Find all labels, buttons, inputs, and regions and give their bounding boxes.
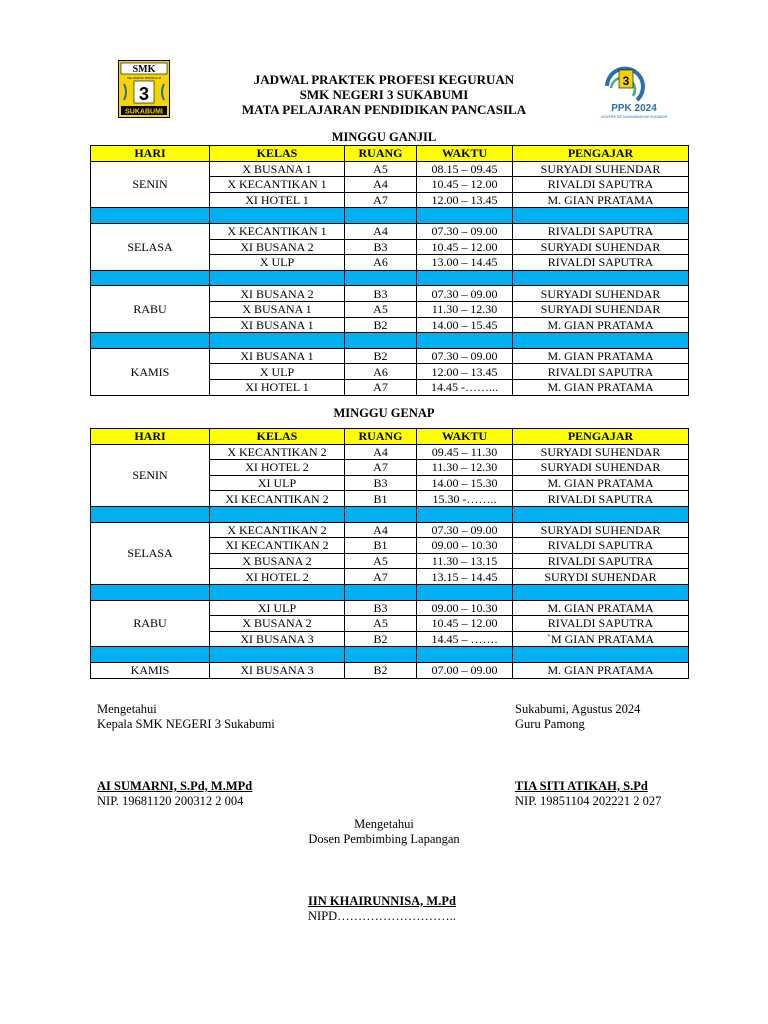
kelas-cell: X ULP xyxy=(210,364,345,380)
pengajar-cell: M. GIAN PRATAMA xyxy=(513,317,689,333)
right-sign-name: TIA SITI ATIKAH, S.Pd xyxy=(515,779,648,793)
separator-row xyxy=(91,208,689,224)
center-signature-block xyxy=(0,817,768,847)
left-signature-name-block xyxy=(97,779,252,809)
waktu-cell: 12.00 – 13.45 xyxy=(417,192,513,208)
center-sign-line2: Dosen Pembimbing Lapangan xyxy=(308,832,460,846)
separator-cell xyxy=(91,208,210,224)
logo-smk-text: SMK xyxy=(132,64,156,75)
separator-cell xyxy=(210,333,345,349)
pengajar-cell: M. GIAN PRATAMA xyxy=(513,662,689,678)
kelas-cell: XI BUSANA 2 xyxy=(210,239,345,255)
separator-cell xyxy=(210,506,345,522)
separator-cell xyxy=(210,647,345,663)
separator-cell xyxy=(417,208,513,224)
column-header: HARI xyxy=(91,146,210,162)
kelas-cell: X KECANTIKAN 2 xyxy=(210,444,345,460)
ruang-cell: A6 xyxy=(345,364,417,380)
kelas-cell: XI BUSANA 3 xyxy=(210,631,345,647)
separator-cell xyxy=(210,208,345,224)
separator-cell xyxy=(210,584,345,600)
waktu-cell: 09.45 – 11.30 xyxy=(417,444,513,460)
separator-cell xyxy=(345,333,417,349)
day-cell: RABU xyxy=(91,600,210,647)
ganjil-title: MINGGU GANJIL xyxy=(331,130,437,144)
ruang-cell: A4 xyxy=(345,444,417,460)
ruang-cell: A4 xyxy=(345,223,417,239)
kelas-cell: XI HOTEL 2 xyxy=(210,460,345,476)
title-line-3: MATA PELAJARAN PENDIDIKAN PANCASILA xyxy=(241,102,527,117)
separator-cell xyxy=(210,270,345,286)
waktu-cell: 12.00 – 13.45 xyxy=(417,364,513,380)
kelas-cell: X KECANTIKAN 1 xyxy=(210,177,345,193)
separator-cell xyxy=(513,333,689,349)
center-sign-line1: Mengetahui xyxy=(354,817,414,831)
ruang-cell: A4 xyxy=(345,522,417,538)
pengajar-cell: RIVALDI SAPUTRA xyxy=(513,553,689,569)
separator-row xyxy=(91,333,689,349)
waktu-cell: 11.30 – 12.30 xyxy=(417,301,513,317)
column-header: RUANG xyxy=(345,429,417,445)
waktu-cell: 09.00 – 10.30 xyxy=(417,600,513,616)
separator-cell xyxy=(91,270,210,286)
separator-cell xyxy=(345,647,417,663)
genap-schedule-table xyxy=(90,428,689,679)
kelas-cell: X BUSANA 1 xyxy=(210,161,345,177)
genap-title: MINGGU GENAP xyxy=(333,406,435,420)
ruang-cell: B1 xyxy=(345,491,417,507)
ruang-cell: A6 xyxy=(345,255,417,271)
waktu-cell: 13.00 – 14.45 xyxy=(417,255,513,271)
waktu-cell: 14.00 – 15.30 xyxy=(417,475,513,491)
pengajar-cell: SURYADI SUHENDAR xyxy=(513,161,689,177)
pengajar-cell: RIVALDI SAPUTRA xyxy=(513,364,689,380)
pengajar-cell: SURYADI SUHENDAR xyxy=(513,301,689,317)
column-header: WAKTU xyxy=(417,429,513,445)
day-cell: KAMIS xyxy=(91,662,210,678)
day-cell: SENIN xyxy=(91,444,210,506)
kelas-cell: X BUSANA 2 xyxy=(210,616,345,632)
separator-cell xyxy=(513,584,689,600)
table-row xyxy=(91,286,689,302)
pengajar-cell: M. GIAN PRATAMA xyxy=(513,348,689,364)
column-header: PENGAJAR xyxy=(513,146,689,162)
ruang-cell: B3 xyxy=(345,239,417,255)
ruang-cell: B2 xyxy=(345,662,417,678)
kelas-cell: XI ULP xyxy=(210,475,345,491)
right-signature-name-block xyxy=(515,779,661,809)
table-row xyxy=(91,522,689,538)
waktu-cell: 10.45 – 12.00 xyxy=(417,616,513,632)
column-header: KELAS xyxy=(210,146,345,162)
separator-cell xyxy=(345,506,417,522)
title-line-2: SMK NEGERI 3 SUKABUMI xyxy=(299,87,469,102)
waktu-cell: 07.00 – 09.00 xyxy=(417,662,513,678)
waktu-cell: 13.15 – 14.45 xyxy=(417,569,513,585)
waktu-cell: 07.30 – 09.00 xyxy=(417,286,513,302)
left-sign-line2: Kepala SMK NEGERI 3 Sukabumi xyxy=(97,717,275,731)
ruang-cell: A7 xyxy=(345,460,417,476)
ruang-cell: B3 xyxy=(345,286,417,302)
pengajar-cell: SURYADI SUHENDAR xyxy=(513,239,689,255)
waktu-cell: 10.45 – 12.00 xyxy=(417,177,513,193)
left-sign-name: AI SUMARNI, S.Pd, M.MPd xyxy=(97,779,253,793)
separator-row xyxy=(91,506,689,522)
day-cell: SENIN xyxy=(91,161,210,208)
waktu-cell: 14.45 -……... xyxy=(417,379,513,395)
separator-row xyxy=(91,584,689,600)
day-cell: KAMIS xyxy=(91,348,210,395)
kelas-cell: XI HOTEL 1 xyxy=(210,379,345,395)
day-cell: SELASA xyxy=(91,522,210,584)
separator-cell xyxy=(91,506,210,522)
kelas-cell: X KECANTIKAN 1 xyxy=(210,223,345,239)
ruang-cell: A5 xyxy=(345,161,417,177)
pengajar-cell: RIVALDI SAPUTRA xyxy=(513,177,689,193)
waktu-cell: 10.45 – 12.00 xyxy=(417,239,513,255)
kelas-cell: X BUSANA 1 xyxy=(210,301,345,317)
waktu-cell: 09.00 – 10.30 xyxy=(417,538,513,554)
column-header: WAKTU xyxy=(417,146,513,162)
ruang-cell: A7 xyxy=(345,192,417,208)
pengajar-cell: `M GIAN PRATAMA xyxy=(513,631,689,647)
day-cell: SELASA xyxy=(91,223,210,270)
ruang-cell: A5 xyxy=(345,616,417,632)
separator-cell xyxy=(91,333,210,349)
ruang-cell: B2 xyxy=(345,631,417,647)
logo-sukabumi-text: SUKABUMI xyxy=(125,108,163,116)
separator-cell xyxy=(417,506,513,522)
table-row xyxy=(91,161,689,177)
ruang-cell: B3 xyxy=(345,475,417,491)
waktu-cell: 14.45 – ……. xyxy=(417,631,513,647)
center-signature-name-block xyxy=(308,894,456,924)
separator-cell xyxy=(417,333,513,349)
ruang-cell: B3 xyxy=(345,600,417,616)
kelas-cell: X ULP xyxy=(210,255,345,271)
separator-cell xyxy=(91,584,210,600)
pengajar-cell: RIVALDI SAPUTRA xyxy=(513,538,689,554)
table-header-row xyxy=(91,429,689,445)
separator-cell xyxy=(417,584,513,600)
waktu-cell: 08.15 – 09.45 xyxy=(417,161,513,177)
table-header-row xyxy=(91,146,689,162)
separator-row xyxy=(91,647,689,663)
left-sign-line1: Mengetahui xyxy=(97,702,157,716)
ruang-cell: A7 xyxy=(345,569,417,585)
separator-cell xyxy=(345,584,417,600)
center-sign-nip: NIPD……………………….. xyxy=(308,909,456,923)
kelas-cell: XI BUSANA 1 xyxy=(210,348,345,364)
kelas-cell: XI BUSANA 3 xyxy=(210,662,345,678)
separator-cell xyxy=(345,270,417,286)
title-line-1: JADWAL PRAKTEK PROFESI KEGURUAN xyxy=(253,72,515,87)
waktu-cell: 07.30 – 09.00 xyxy=(417,348,513,364)
waktu-cell: 14.00 – 15.45 xyxy=(417,317,513,333)
pengajar-cell: RIVALDI SAPUTRA xyxy=(513,255,689,271)
separator-cell xyxy=(91,647,210,663)
ganjil-schedule-table xyxy=(90,145,689,396)
separator-cell xyxy=(513,208,689,224)
ruang-cell: A5 xyxy=(345,301,417,317)
waktu-cell: 07.30 – 09.00 xyxy=(417,522,513,538)
left-signature-block xyxy=(97,702,275,732)
pengajar-cell: M. GIAN PRATAMA xyxy=(513,379,689,395)
pengajar-cell: RIVALDI SAPUTRA xyxy=(513,491,689,507)
table-row xyxy=(91,348,689,364)
kelas-cell: XI ULP xyxy=(210,600,345,616)
table-row xyxy=(91,600,689,616)
svg-text:3: 3 xyxy=(622,74,630,88)
logo-small-text: KELOMPOK BISNIS & M xyxy=(127,76,161,80)
table-row xyxy=(91,223,689,239)
pengajar-cell: RIVALDI SAPUTRA xyxy=(513,616,689,632)
pengajar-cell: SURYADI SUHENDAR xyxy=(513,286,689,302)
separator-row xyxy=(91,270,689,286)
kelas-cell: XI KECANTIKAN 2 xyxy=(210,538,345,554)
column-header: KELAS xyxy=(210,429,345,445)
separator-cell xyxy=(417,270,513,286)
center-sign-name: IIN KHAIRUNNISA, M.Pd xyxy=(308,894,456,908)
waktu-cell: 07.30 – 09.00 xyxy=(417,223,513,239)
logo-number: 3 xyxy=(138,84,150,104)
ruang-cell: B2 xyxy=(345,348,417,364)
column-header: PENGAJAR xyxy=(513,429,689,445)
pengajar-cell: RIVALDI SAPUTRA xyxy=(513,223,689,239)
right-sign-line1: Sukabumi, Agustus 2024 xyxy=(515,702,641,716)
right-sign-nip: NIP. 19851104 202221 2 027 xyxy=(515,794,662,808)
separator-cell xyxy=(513,647,689,663)
pengajar-cell: M. GIAN PRATAMA xyxy=(513,192,689,208)
ppk-small-text: UNIVERSITAS MUHAMMADIYAH SUKABUMI xyxy=(601,115,667,119)
separator-cell xyxy=(513,506,689,522)
right-signature-block xyxy=(515,702,640,732)
table-row xyxy=(91,444,689,460)
pengajar-cell: SURYADI SUHENDAR xyxy=(513,522,689,538)
separator-cell xyxy=(345,208,417,224)
pengajar-cell: SURYADI SUHENDAR xyxy=(513,444,689,460)
pengajar-cell: SURYADI SUHENDAR xyxy=(513,460,689,476)
pengajar-cell: M. GIAN PRATAMA xyxy=(513,475,689,491)
pengajar-cell: SURYDI SUHENDAR xyxy=(513,569,689,585)
kelas-cell: XI BUSANA 2 xyxy=(210,286,345,302)
kelas-cell: X KECANTIKAN 2 xyxy=(210,522,345,538)
left-sign-nip: NIP. 19681120 200312 2 004 xyxy=(97,794,244,808)
waktu-cell: 15.30 -…….. xyxy=(417,491,513,507)
ruang-cell: A5 xyxy=(345,553,417,569)
kelas-cell: XI HOTEL 2 xyxy=(210,569,345,585)
column-header: HARI xyxy=(91,429,210,445)
ruang-cell: B2 xyxy=(345,317,417,333)
column-header: RUANG xyxy=(345,146,417,162)
right-sign-line2: Guru Pamong xyxy=(515,717,585,731)
waktu-cell: 11.30 – 13.15 xyxy=(417,553,513,569)
table-row xyxy=(91,662,689,678)
kelas-cell: XI BUSANA 1 xyxy=(210,317,345,333)
pengajar-cell: M. GIAN PRATAMA xyxy=(513,600,689,616)
day-cell: RABU xyxy=(91,286,210,333)
separator-cell xyxy=(513,270,689,286)
kelas-cell: XI HOTEL 1 xyxy=(210,192,345,208)
waktu-cell: 11.30 – 12.30 xyxy=(417,460,513,476)
separator-cell xyxy=(417,647,513,663)
ruang-cell: A4 xyxy=(345,177,417,193)
ruang-cell: A7 xyxy=(345,379,417,395)
kelas-cell: X BUSANA 2 xyxy=(210,553,345,569)
ruang-cell: B1 xyxy=(345,538,417,554)
ppk-text: PPK 2024 xyxy=(611,103,657,114)
kelas-cell: XI KECANTIKAN 2 xyxy=(210,491,345,507)
